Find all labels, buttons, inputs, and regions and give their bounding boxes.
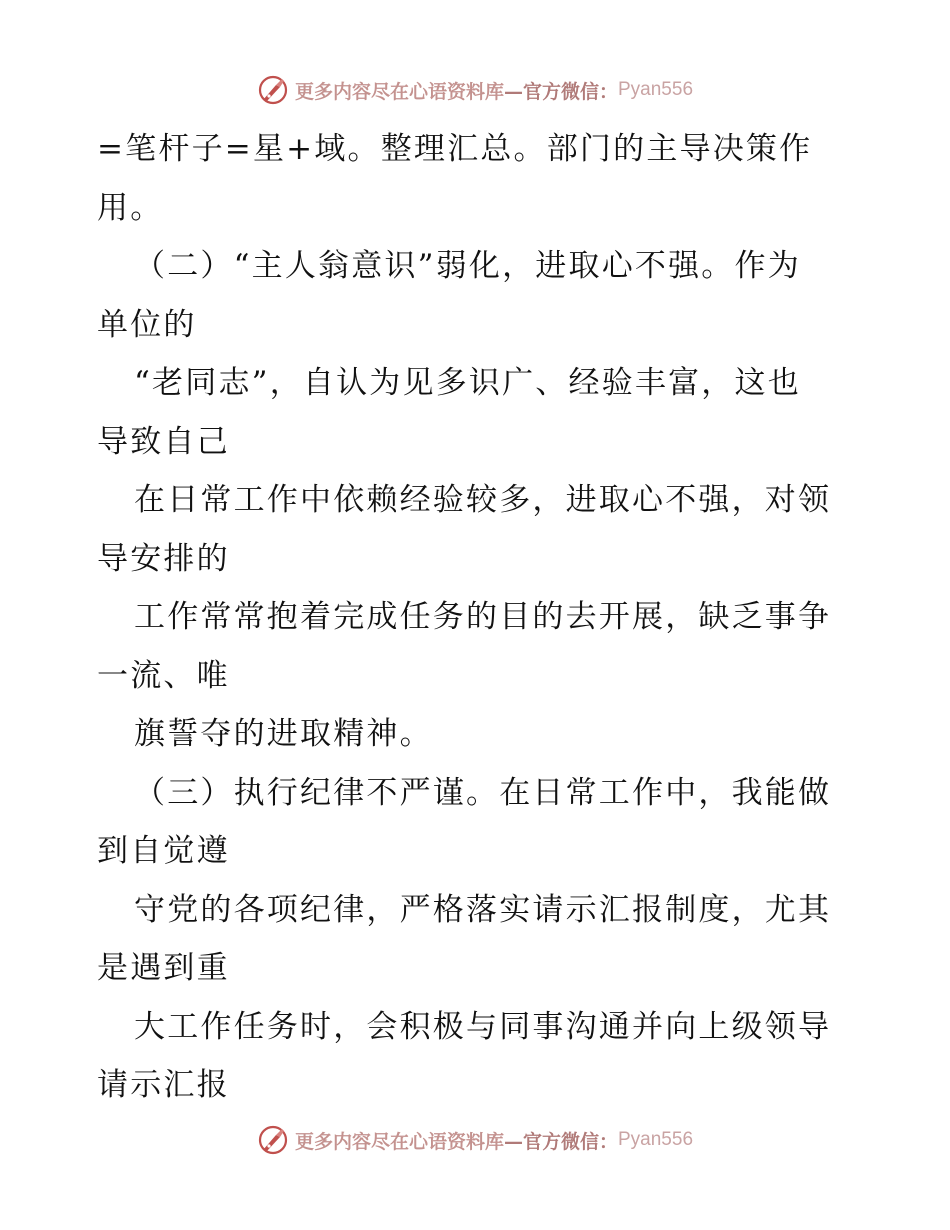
banner-wechat-id: Pyan556 [618, 79, 694, 100]
banner-separator: — [503, 1130, 523, 1153]
text-line: （二）“主人翁意识”弱化，进取心不强。作为 [134, 248, 801, 284]
text-line: （三）执行纪律不严谨。在日常工作中，我能做 [134, 774, 832, 811]
text-line: “老同志”，自认为见多识广、经验丰富，这也 [134, 365, 801, 401]
text-line: 大工作任务时，会积极与同事沟通并向上级领导 [134, 1008, 832, 1045]
text-line: 单位的 [97, 306, 197, 343]
banner-sub-text: 官方微信： [522, 80, 618, 103]
text-line: 守党的各项纪律，严格落实请示汇报制度，尤其 [134, 891, 832, 928]
banner-wechat-id: Pyan556 [618, 1129, 694, 1150]
banner-main-text: 更多内容尽在心语资料库 [294, 80, 504, 103]
text-line: 用。 [97, 189, 164, 226]
text-line: 在日常工作中依赖经验较多，进取心不强，对领 [134, 482, 832, 518]
text-line: 到自觉遵 [97, 833, 230, 869]
text-line: 导安排的 [97, 540, 230, 577]
text-line: 工作常常抱着完成任务的目的去开展，缺乏事争 [134, 599, 832, 635]
footer-banner [0, 1120, 950, 1160]
pen-nib-logo-icon [257, 1124, 289, 1156]
text-line: 请示汇报 [97, 1067, 230, 1103]
banner-text [295, 77, 618, 104]
text-line: 一流、唯 [97, 657, 230, 694]
text-line: 导致自己 [97, 423, 230, 460]
banner-text [295, 1127, 618, 1154]
header-banner [0, 70, 950, 110]
text-line: =笔杆子=星+域。整理汇总。部门的主导决策作 [97, 131, 813, 167]
banner-separator: — [503, 80, 523, 103]
text-line: 旗誓夺的进取精神。 [134, 716, 433, 752]
text-line: 是遇到重 [97, 950, 230, 986]
banner-sub-text: 官方微信： [522, 1130, 618, 1153]
document-body [97, 120, 857, 1115]
banner-main-text: 更多内容尽在心语资料库 [294, 1130, 504, 1153]
pen-nib-logo-icon [257, 74, 289, 106]
